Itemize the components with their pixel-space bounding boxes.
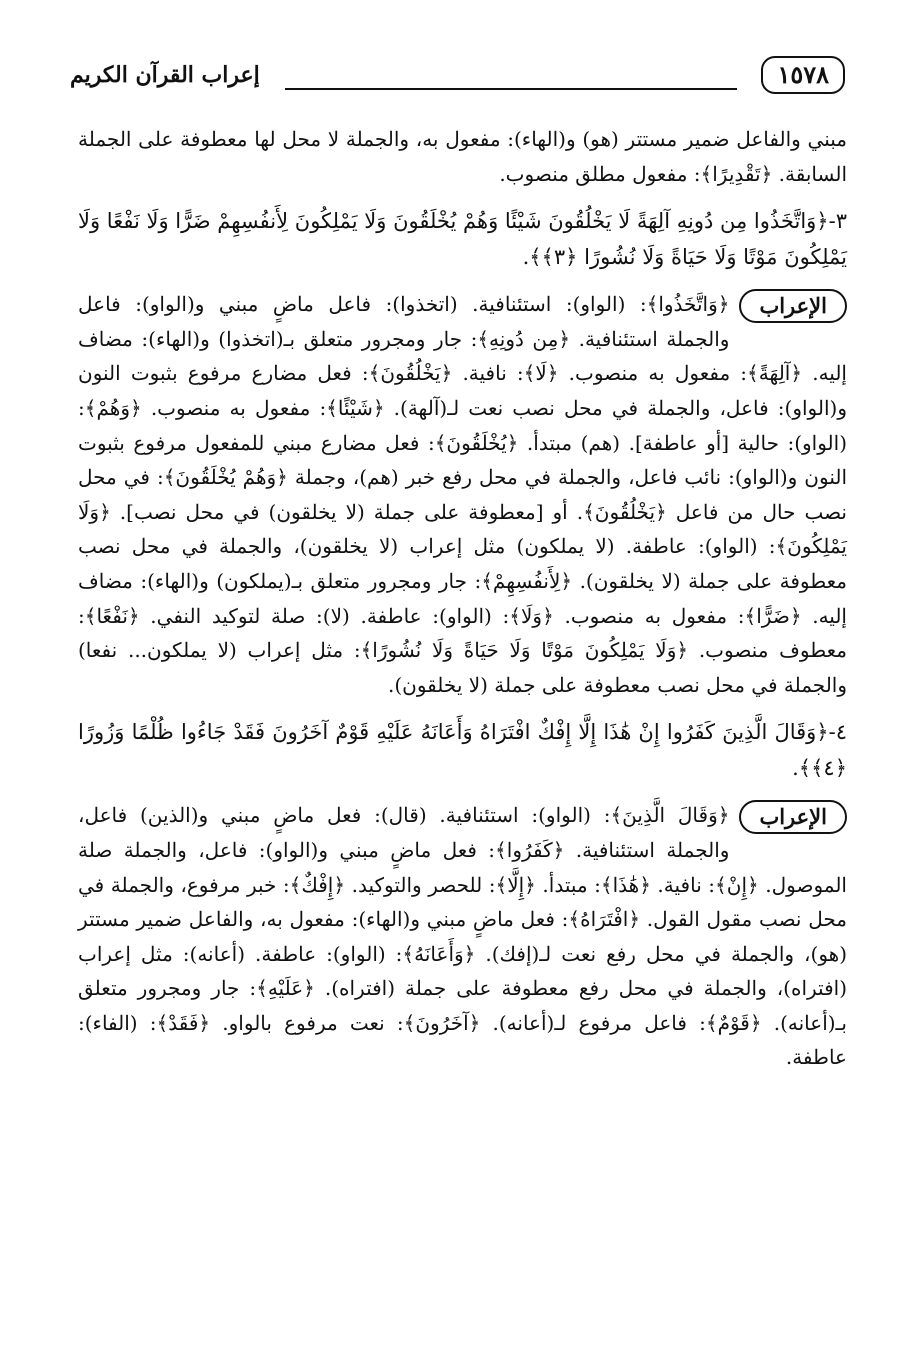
irab-label-3: الإعراب (739, 289, 847, 323)
spacer (78, 702, 847, 714)
irab-3-paragraph (78, 287, 847, 702)
book-title: إعراب القرآن الكريم (70, 62, 260, 88)
irab-4-paragraph (78, 798, 847, 1075)
page-header (70, 52, 845, 102)
irab-3-text: ﴿وَاتَّخَذُوا﴾: (الواو): استئنافية. (اتخذوا): فاعل ماضٍ مبني و(الواو): فاعل والجملة استئنافية. ﴿مِن دُونِهِ﴾: جار ومجرور متعلق بـ(اتخذوا) و(الهاء): مضاف إليه. ﴿آلِهَةً﴾: مفعول به منصوب. ﴿لَا﴾: نافية. ﴿يَخْلُقُونَ﴾: فعل مضارع مرفوع بثبوت النون و(الواو): فاعل، والجملة في محل نصب نعت لـ(آلهة). ﴿شَيْئًا﴾: مفعول به منصوب. ﴿وَهُمْ﴾: (الواو): حالية [أو عاطفة]. (هم) مبتدأ. ﴿يُخْلَقُونَ﴾: فعل مضارع مبني للمفعول مرفوع بثبوت النون و(الواو): نائب فاعل، والجملة في محل رفع خبر (هم)، وجملة ﴿وَهُمْ يُخْلَقُونَ﴾: في محل نصب حال من فاعل ﴿يَخْلُقُونَ﴾. أو [معطوفة على جملة (لا يخلقون) في محل نصب]. ﴿وَلَا يَمْلِكُونَ﴾: (الواو): عاطفة. (لا يملكون) مثل إعراب (لا يخلقون)، والجملة في محل نصب معطوفة على جملة (لا يخلقون). ﴿لِأَنفُسِهِمْ﴾: جار ومجرور متعلق بـ(يملكون) و(الهاء): مضاف إليه. ﴿ضَرًّا﴾: مفعول به منصوب. ﴿وَلَا﴾: (الواو): عاطفة. (لا): صلة لتوكيد النفي. ﴿نَفْعًا﴾: معطوف منصوب. ﴿وَلَا يَمْلِكُونَ مَوْتًا وَلَا حَيَاةً وَلَا نُشُورًا﴾: مثل إعراب (لا يملكون... نفعا) والجملة في محل نصب معطوفة على جملة (لا يخلقون). (78, 292, 848, 697)
verse-3: ٣-﴿وَاتَّخَذُوا مِن دُونِهِ آلِهَةً لَا يَخْلُقُونَ شَيْئًا وَهُمْ يُخْلَقُونَ وَلَا يَمْلِكُونَ لِأَنفُسِهِمْ ضَرًّا وَلَا نَفْعًا وَلَا يَمْلِكُونَ مَوْتًا وَلَا حَيَاةً وَلَا نُشُورًا ﴿٣﴾﴾. (78, 209, 847, 270)
spacer (78, 275, 847, 287)
page-number: ١٥٧٨ (761, 56, 845, 94)
intro-paragraph: مبني والفاعل ضمير مستتر (هو) و(الهاء): مفعول به، والجملة لا محل لها معطوفة على الجملة السابقة. ﴿تَقْدِيرًا﴾: مفعول مطلق منصوب. (78, 127, 847, 186)
verse-4: ٤-﴿وَقَالَ الَّذِينَ كَفَرُوا إِنْ هَٰذَا إِلَّا إِفْكٌ افْتَرَاهُ وَأَعَانَهُ عَلَيْهِ قَوْمٌ آخَرُونَ فَقَدْ جَاءُوا ظُلْمًا وَزُورًا ﴿٤﴾﴾. (78, 720, 847, 781)
irab-label-4: الإعراب (739, 800, 847, 834)
page-content (78, 122, 847, 1075)
header-rule (285, 88, 737, 90)
spacer (78, 786, 847, 798)
spacer (78, 191, 847, 203)
irab-4-text: ﴿وَقَالَ الَّذِينَ﴾: (الواو): استئنافية. (قال): فعل ماضٍ مبني و(الذين) فاعل، والجملة استئنافية. ﴿كَفَرُوا﴾: فعل ماضٍ مبني و(الواو): فاعل، والجملة صلة الموصول. ﴿إِنْ﴾: نافية. ﴿هَٰذَا﴾: مبتدأ. ﴿إِلَّا﴾: للحصر والتوكيد. ﴿إِفْكٌ﴾: خبر مرفوع، والجملة في محل نصب مقول القول. ﴿افْتَرَاهُ﴾: فعل ماضٍ مبني و(الهاء): مفعول به، والفاعل ضمير مستتر (هو)، والجملة في محل رفع نعت لـ(إفك). ﴿وَأَعَانَهُ﴾: (الواو): عاطفة. (أعانه): مثل إعراب (افتراه)، والجملة في محل رفع معطوفة على جملة (افتراه). ﴿عَلَيْهِ﴾: جار ومجرور متعلق بـ(أعانه). ﴿قَوْمٌ﴾: فاعل مرفوع لـ(أعانه). ﴿آخَرُونَ﴾: نعت مرفوع بالواو. ﴿فَقَدْ﴾: (الفاء): عاطفة. (78, 803, 847, 1070)
